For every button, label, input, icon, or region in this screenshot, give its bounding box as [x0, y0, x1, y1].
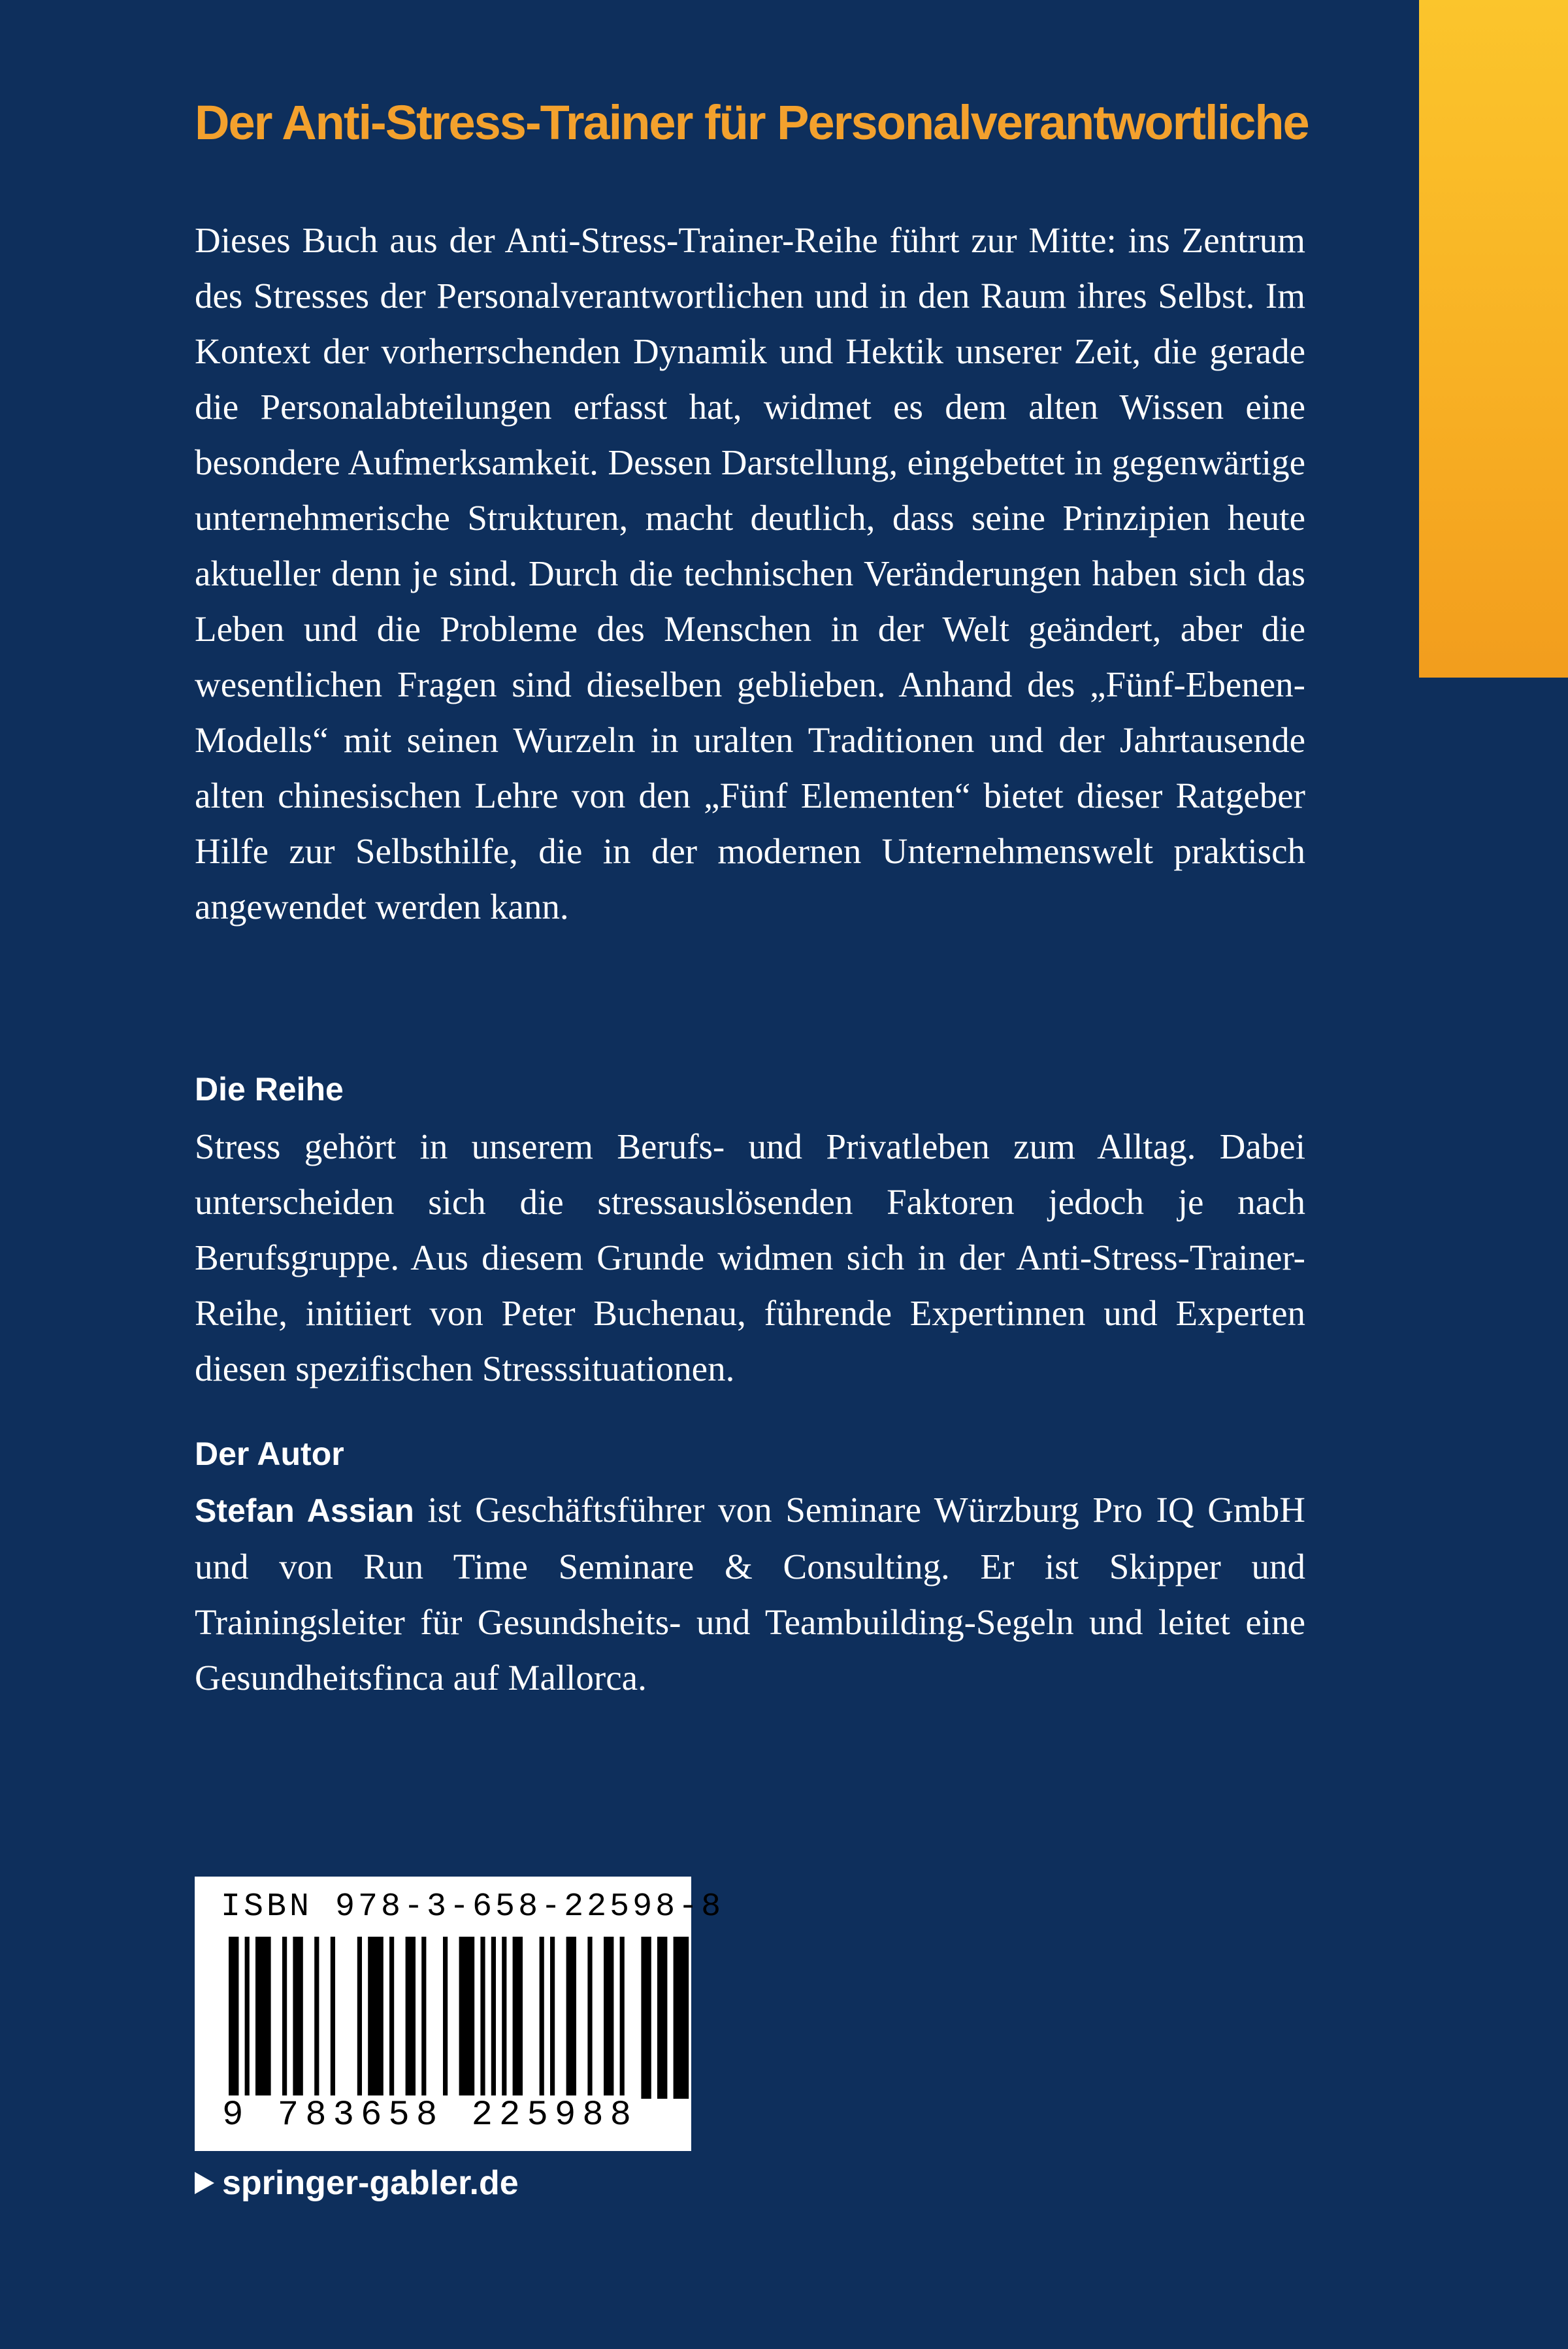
author-bio — [195, 1482, 1305, 1705]
book-title: Der Anti-Stress-Trainer für Personalverantwortliche — [195, 95, 1309, 150]
barcode-bar — [331, 1937, 335, 2099]
barcode-bar — [389, 1937, 394, 2099]
barcode-bar — [620, 1937, 625, 2099]
barcode-bar — [674, 1937, 689, 2099]
barcode-bar — [550, 1937, 555, 2099]
barcode-bar — [540, 1937, 544, 2099]
series-description: Stress gehört in unserem Berufs- und Privatleben zum Alltag. Dabei unterscheiden sich die stressauslösenden Faktoren jedoch je nach Berufsgruppe. Aus diesem Grunde widmen sich in der Anti-Stress-Trainer-Reihe, initiiert von Peter Buchenau, führende Expertinnen und Experten diesen spezifischen Stresssituationen. — [195, 1126, 1305, 1388]
barcode-bar — [566, 1937, 576, 2099]
author-name: Stefan Assian — [195, 1492, 414, 1529]
publisher-link[interactable] — [195, 2160, 519, 2206]
barcode-bar — [368, 1937, 384, 2099]
barcode-bar — [587, 1937, 592, 2099]
author-heading: Der Autor — [195, 1436, 344, 1472]
barcode-bar — [406, 1937, 416, 2099]
barcode-bar — [293, 1937, 302, 2099]
barcode-bar — [459, 1937, 475, 2099]
publisher-link-text: springer-gabler.de — [222, 2164, 519, 2202]
barcode-bar — [657, 1937, 667, 2099]
isbn-barcode — [195, 1877, 725, 2151]
series-heading: Die Reihe — [195, 1071, 344, 1108]
isbn-label: ISBN 978-3-658-22598-8 — [221, 1888, 725, 1926]
barcode-bar — [480, 1937, 485, 2099]
author-bio-text: ist Geschäftsführer von Seminare Würzburg Pro IQ GmbH und von Run Time Seminare & Consulting. Er ist Skipper und Trainingsleiter für Gesundsheits- und Teambuilding-Segeln und leitet eine Gesundheitsfinca auf Mallorca. — [195, 1490, 1305, 1698]
barcode-bar — [282, 1937, 287, 2099]
barcode-bar — [604, 1937, 613, 2099]
barcode-bar — [255, 1937, 271, 2099]
barcode-bar — [502, 1937, 506, 2099]
barcode-bar — [357, 1937, 362, 2099]
barcode-bar — [314, 1937, 319, 2099]
accent-strip — [1419, 0, 1568, 678]
barcode-bar — [491, 1937, 496, 2099]
book-description: Dieses Buch aus der Anti-Stress-Trainer-Reihe führt zur Mitte: ins Zentrum des Stresses der Personalverantwortlichen und in den Raum ihres Selbst. Im Kontext der vorherrschenden Dynamik und Hektik unserer Zeit, die gerade die Personalabteilungen erfasst hat, widmet es dem alten Wissen eine besondere Aufmerksamkeit. Dessen Darstellung, eingebettet in gegenwärtige unternehmerische Strukturen, macht deutlich, dass seine Prinzipien heute aktueller denn je sind. Durch die technischen Veränderungen haben sich das Leben und die Probleme des Menschen in der Welt geändert, aber die wesentlichen Fragen sind dieselben geblieben. Anhand des „Fünf-Ebenen-Modells“ mit seinen Wurzeln in uralten Traditionen und der Jahrtausende alten chinesischen Lehre von den „Fünf Elementen“ bietet dieser Ratgeber Hilfe zur Selbsthilfe, die in der modernen Unternehmenswelt praktisch angewendet werden kann. — [195, 220, 1305, 927]
triangle-right-icon — [195, 2172, 214, 2194]
barcode-bar — [421, 1937, 426, 2099]
barcode-bar — [245, 1937, 250, 2099]
barcode-bar — [641, 1937, 651, 2099]
barcode-bar — [443, 1937, 448, 2099]
barcode-digits: 9 783658 225988 — [222, 2095, 638, 2135]
barcode-bar — [513, 1937, 523, 2099]
barcode-bar — [229, 1937, 238, 2099]
